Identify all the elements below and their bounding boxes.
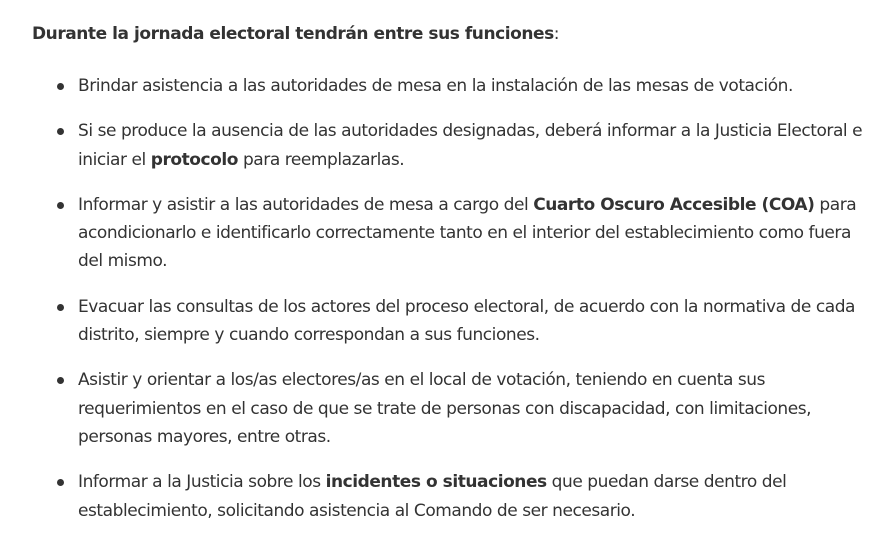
heading-colon: : bbox=[553, 24, 560, 44]
list-item-text: Informar y asistir a las autoridades de mesa a cargo del bbox=[78, 194, 534, 215]
list-item-bold-text: incidentes o situaciones bbox=[325, 472, 547, 493]
list-item-text: Informar a la Justicia sobre los bbox=[78, 472, 326, 493]
list-item-guidance bbox=[32, 366, 878, 451]
bullet-icon bbox=[57, 377, 64, 384]
list-item-bold-text: protocolo bbox=[150, 149, 239, 170]
list-item-text: que puedan darse dentro del establecimiento, solicitando asistencia al Comando de ser necesario. bbox=[78, 472, 787, 521]
bullet-icon bbox=[57, 202, 64, 209]
bullet-icon bbox=[57, 304, 64, 311]
list-item-text: Si se produce la ausencia de las autoridades designadas, deberá informar a la Justicia Electoral e iniciar el bbox=[78, 121, 863, 170]
bullet-icon bbox=[57, 128, 64, 135]
list-item-queries bbox=[32, 293, 878, 350]
list-item-incidents bbox=[32, 468, 878, 525]
list-item-absence bbox=[32, 117, 878, 174]
list-item-text: para acondicionarlo e identificarlo correctamente tanto en el interior del establecimiento como fuera del mismo. bbox=[78, 194, 857, 272]
list-item-text: para reemplazarlas. bbox=[238, 149, 405, 170]
list-item-text: Evacuar las consultas de los actores del proceso electoral, de acuerdo con la normativa de cada distrito, siempre y cuando correspondan a sus funciones. bbox=[78, 296, 856, 346]
list-item-text: Brindar asistencia a las autoridades de mesa en la instalación de las mesas de votación. bbox=[78, 76, 793, 96]
functions-list bbox=[32, 72, 886, 525]
list-item-coa bbox=[32, 191, 878, 276]
list-item-bold-text: Cuarto Oscuro Accesible (COA) bbox=[533, 194, 815, 215]
heading-bold-text: Durante la jornada electoral tendrán entre sus funciones bbox=[32, 24, 554, 44]
section-heading bbox=[32, 20, 886, 48]
list-item-text: Asistir y orientar a los/as electores/as en el local de votación, teniendo en cuenta sus requerimientos en el caso de que se trate de personas con discapacidad, con limitaciones, personas mayores, entre otras. bbox=[78, 370, 812, 447]
bullet-icon bbox=[57, 83, 64, 90]
list-item-assistance bbox=[32, 72, 878, 100]
bullet-icon bbox=[57, 479, 64, 486]
